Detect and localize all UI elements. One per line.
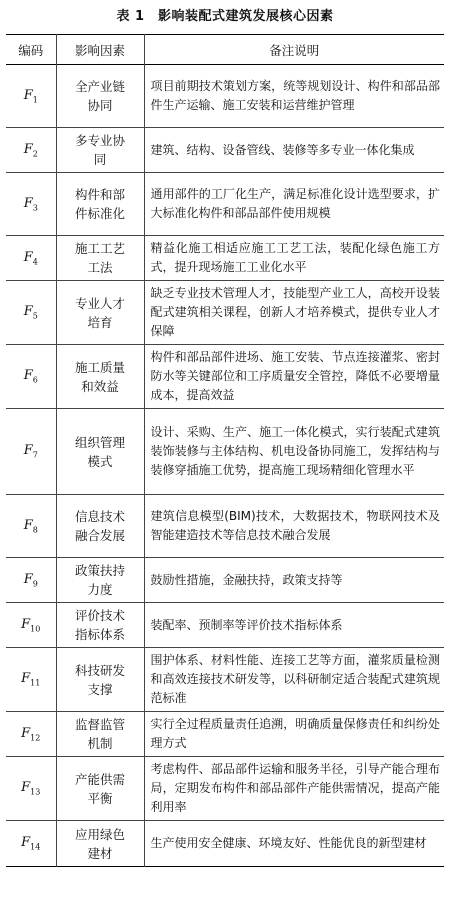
factor-cell: 信息技术融合发展 bbox=[56, 495, 144, 558]
code-letter: F bbox=[21, 671, 31, 687]
code-cell bbox=[6, 495, 56, 558]
code-subscript: 10 bbox=[30, 624, 41, 634]
code-letter: F bbox=[21, 616, 31, 632]
factors-table bbox=[6, 34, 444, 867]
factor-cell: 监督监管机制 bbox=[56, 712, 144, 757]
table-row bbox=[6, 558, 444, 603]
code-cell bbox=[6, 558, 56, 603]
table-row bbox=[6, 345, 444, 409]
factor-cell: 多专业协同 bbox=[56, 128, 144, 173]
code-subscript: 6 bbox=[32, 375, 38, 385]
header-row bbox=[6, 35, 444, 65]
code-letter: F bbox=[21, 780, 31, 796]
code-letter: F bbox=[23, 443, 33, 459]
note-cell: 建筑、结构、设备管线、装修等多专业一体化集成 bbox=[150, 142, 415, 157]
code-cell bbox=[6, 757, 56, 821]
factor-cell: 施工工艺工法 bbox=[56, 236, 144, 281]
code-cell bbox=[6, 409, 56, 495]
note-cell: 鼓励性措施，金融扶持，政策支持等 bbox=[150, 572, 343, 587]
table-row bbox=[6, 648, 444, 712]
code-subscript: 14 bbox=[30, 842, 41, 852]
code-letter: F bbox=[23, 141, 33, 157]
code-cell bbox=[6, 128, 56, 173]
code-letter: F bbox=[23, 517, 33, 533]
note-cell: 精益化施工相适应施工工艺工法，装配化绿色施工方式，提升现场施工工业化水平 bbox=[150, 241, 440, 274]
header-note: 备注说明 bbox=[269, 42, 320, 58]
factor-cell: 专业人才培育 bbox=[56, 281, 144, 345]
code-subscript: 9 bbox=[32, 579, 38, 589]
factor-cell: 产能供需平衡 bbox=[56, 757, 144, 821]
code-subscript: 13 bbox=[30, 787, 41, 797]
code-cell bbox=[6, 173, 56, 236]
note-cell: 围护体系、材料性能、连接工艺等方面，灌浆质量检测和高效连接技术研发等，以科研制定适合装配式建筑规范标准 bbox=[150, 653, 440, 705]
code-cell bbox=[6, 236, 56, 281]
code-cell bbox=[6, 603, 56, 648]
code-letter: F bbox=[23, 368, 33, 384]
table-row bbox=[6, 495, 444, 558]
table-row bbox=[6, 173, 444, 236]
factor-cell: 政策扶持力度 bbox=[56, 558, 144, 603]
table-row bbox=[6, 128, 444, 173]
table-row bbox=[6, 757, 444, 821]
header-factor: 影响因素 bbox=[56, 35, 144, 65]
table-row bbox=[6, 281, 444, 345]
note-cell: 通用部件的工厂化生产，满足标准化设计选型要求，扩大标准化构件和部品部件使用规模 bbox=[150, 187, 440, 220]
code-letter: F bbox=[21, 835, 31, 851]
note-cell: 生产使用安全健康、环境友好、性能优良的新型建材 bbox=[150, 836, 427, 850]
code-cell bbox=[6, 281, 56, 345]
code-letter: F bbox=[21, 725, 31, 741]
code-letter: F bbox=[23, 87, 33, 103]
code-cell bbox=[6, 345, 56, 409]
code-subscript: 1 bbox=[32, 95, 38, 105]
factor-cell: 评价技术指标体系 bbox=[56, 603, 144, 648]
code-letter: F bbox=[23, 249, 33, 265]
header-code: 编码 bbox=[6, 35, 56, 65]
note-cell: 建筑信息模型(BIM)技术，大数据技术，物联网技术及智能建造技术等信息技术融合发展 bbox=[150, 509, 440, 542]
table-body bbox=[6, 65, 444, 867]
factor-cell: 施工质量和效益 bbox=[56, 345, 144, 409]
table-caption: 表 1 影响装配式建筑发展核心因素 bbox=[116, 9, 334, 24]
code-letter: F bbox=[23, 195, 33, 211]
table-row bbox=[6, 712, 444, 757]
code-letter: F bbox=[23, 304, 33, 320]
factor-cell: 应用绿色建材 bbox=[56, 821, 144, 867]
table-row bbox=[6, 236, 444, 281]
code-cell bbox=[6, 712, 56, 757]
factor-cell: 构件和部件标准化 bbox=[56, 173, 144, 236]
table-header bbox=[6, 35, 444, 65]
code-subscript: 8 bbox=[32, 525, 38, 535]
code-letter: F bbox=[23, 571, 33, 587]
table-row bbox=[6, 603, 444, 648]
code-subscript: 11 bbox=[30, 678, 41, 688]
factor-cell: 科技研发支撑 bbox=[56, 648, 144, 712]
code-subscript: 2 bbox=[32, 149, 38, 159]
factor-cell: 全产业链协同 bbox=[56, 65, 144, 128]
code-subscript: 3 bbox=[32, 203, 38, 213]
note-cell: 实行全过程质量责任追溯，明确质量保修责任和纠纷处理方式 bbox=[150, 717, 440, 750]
code-cell bbox=[6, 821, 56, 867]
table-row bbox=[6, 65, 444, 128]
table-row bbox=[6, 409, 444, 495]
code-subscript: 12 bbox=[30, 733, 41, 743]
note-cell: 项目前期技术策划方案，统等规划设计、构件和部品部件生产运输、施工安装和运营维护管理 bbox=[150, 79, 440, 112]
note-cell: 缺乏专业技术管理人才，技能型产业工人，高校开设装配式建筑相关课程，创新人才培养模式，提供专业人才保障 bbox=[150, 286, 440, 338]
code-subscript: 5 bbox=[32, 311, 38, 321]
factor-cell: 组织管理模式 bbox=[56, 409, 144, 495]
note-cell: 设计、采购、生产、施工一体化模式，实行装配式建筑装饰装修与主体结构、机电设备协同施工，发挥结构与装修穿插施工优势，提高施工现场精细化管理水平 bbox=[150, 425, 440, 477]
note-cell: 装配率、预制率等评价技术指标体系 bbox=[150, 617, 343, 632]
code-subscript: 7 bbox=[32, 450, 38, 460]
note-cell: 构件和部品部件进场、施工安装、节点连接灌浆、密封防水等关键部位和工序质量安全管控，降低不必要增量成本，提高效益 bbox=[150, 350, 440, 402]
note-cell: 考虑构件、部品部件运输和服务半径，引导产能合理布局，定期发布构件和部品部件产能供需情况，提高产能利用率 bbox=[150, 762, 440, 814]
table-row bbox=[6, 821, 444, 867]
code-cell bbox=[6, 648, 56, 712]
code-cell bbox=[6, 65, 56, 128]
code-subscript: 4 bbox=[32, 257, 38, 267]
